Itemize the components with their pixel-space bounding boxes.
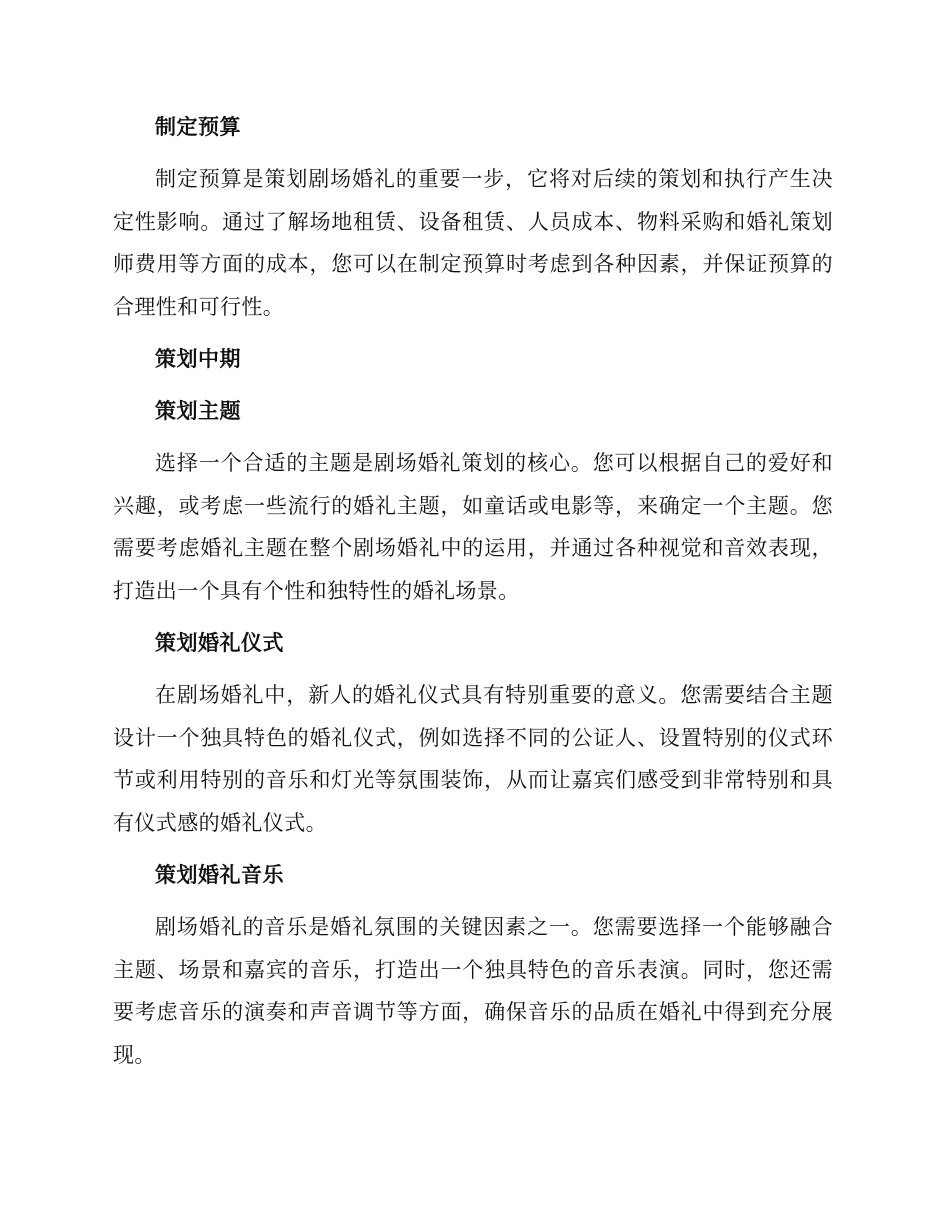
section-heading-ceremony: 策划婚礼仪式 — [155, 630, 284, 655]
section-heading-music: 策划婚礼音乐 — [155, 862, 284, 887]
section-paragraph-music: 剧场婚礼的音乐是婚礼氛围的关键因素之一。您需要选择一个能够融合主题、场景和嘉宾的音乐，打造出一个独具特色的音乐表演。同时，您还需要考虑音乐的演奏和声音调节等方面，确保音乐的品质在婚礼中得到充分展现。 — [113, 915, 833, 1067]
section-heading-mid-planning: 策划中期 — [155, 346, 241, 371]
section-paragraph-budget: 制定预算是策划剧场婚礼的重要一步，它将对后续的策划和执行产生决定性影响。通过了解场地租赁、设备租赁、人员成本、物料采购和婚礼策划师费用等方面的成本，您可以在制定预算时考虑到各种因素，并保证预算的合理性和可行性。 — [113, 167, 833, 319]
section-heading-budget: 制定预算 — [155, 114, 241, 139]
document-page — [113, 106, 833, 1086]
section-heading-theme: 策划主题 — [155, 398, 241, 423]
section-paragraph-ceremony: 在剧场婚礼中，新人的婚礼仪式具有特别重要的意义。您需要结合主题设计一个独具特色的婚礼仪式，例如选择不同的公证人、设置特别的仪式环节或利用特别的音乐和灯光等氛围装饰，从而让嘉宾们感受到非常特别和具有仪式感的婚礼仪式。 — [113, 683, 833, 835]
section-paragraph-theme: 选择一个合适的主题是剧场婚礼策划的核心。您可以根据自己的爱好和兴趣，或考虑一些流行的婚礼主题，如童话或电影等，来确定一个主题。您需要考虑婚礼主题在整个剧场婚礼中的运用，并通过各种视觉和音效表现，打造出一个具有个性和独特性的婚礼场景。 — [113, 451, 833, 603]
